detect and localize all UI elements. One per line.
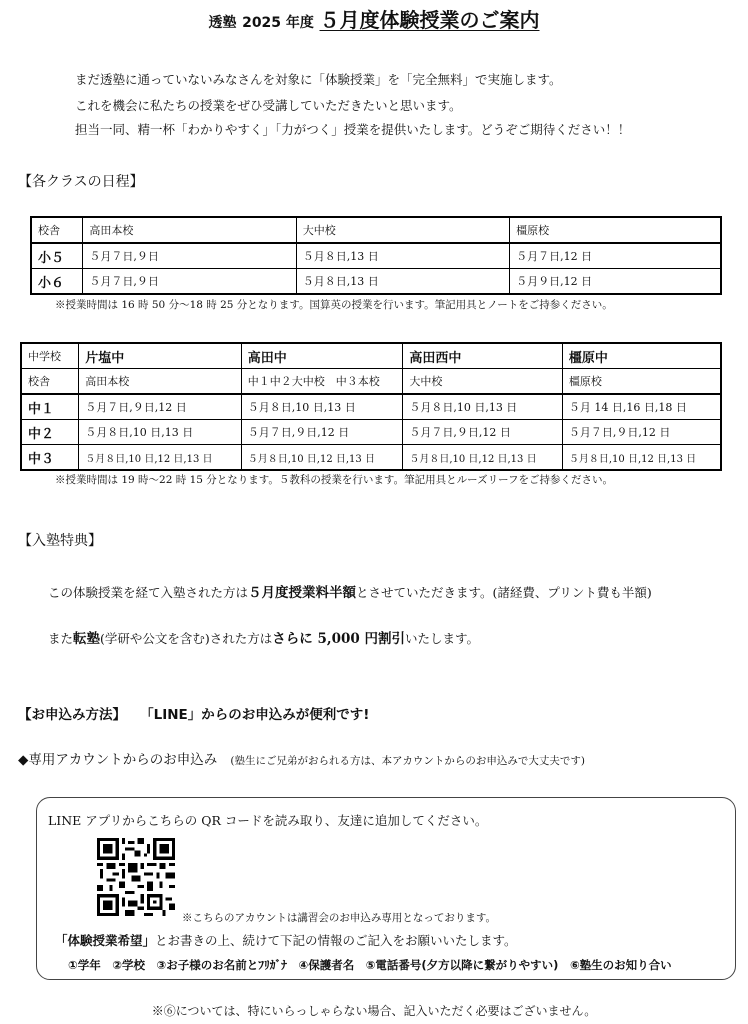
intro-line-3: 担当一同、精一杯「わかりやすく」「力がつく」授業を提供いたします。どうぞご期待ください！！	[75, 122, 631, 137]
middle-school-note: ※授業時間は 19 時～22 時 15 分となります。５教科の授業を行います。筆記用具とルーズリーフをご持参ください。	[55, 474, 614, 486]
schedule-heading: 【各クラスの日程】	[18, 174, 144, 190]
qr-account-note: ※こちらのアカウントは講習会のお申込み専用となっております。	[182, 912, 497, 924]
elementary-note: ※授業時間は 16 時 50 分～18 時 25 分となります。国算英の授業を行います。筆記用具とノートをご持参ください。	[55, 299, 613, 311]
date-cell: ５月７日,９日,12 日	[79, 394, 241, 420]
benefit-text: とさせていただきます。(諸経費、プリント費も半額)	[356, 585, 652, 600]
title-prefix: 透塾	[208, 15, 237, 31]
table-row	[21, 394, 721, 420]
date-cell: ５月 14 日,16 日,18 日	[562, 394, 721, 420]
benefit-text: (学研や公文を含む)された方は	[100, 631, 273, 646]
discount-highlight: さらに 5,000 円割引	[272, 631, 405, 647]
grade-cell: 小５	[31, 243, 83, 269]
table-row	[31, 269, 721, 295]
date-cell: ５月７日,９日,12 日	[403, 420, 563, 445]
school-name-cell: 高田西中	[403, 343, 563, 369]
school-name-cell: 橿原中	[562, 343, 721, 369]
table-header-cell: 橿原校	[510, 217, 721, 243]
benefit-heading: 【入塾特典】	[18, 533, 102, 549]
date-cell: ５月７日,９日,12 日	[241, 420, 403, 445]
date-cell: ５月８日,10 日,12 日,13 日	[241, 445, 403, 471]
table-header-cell: 大中校	[296, 217, 509, 243]
date-cell: ５月８日,13 日	[296, 269, 509, 295]
page-title	[0, 4, 748, 33]
qr-code-icon[interactable]	[97, 838, 175, 916]
campus-label-cell: 校舎	[21, 369, 79, 395]
table-header-cell: 高田本校	[83, 217, 296, 243]
date-cell: ５月７日,12 日	[510, 243, 721, 269]
transfer-highlight: 転塾	[73, 631, 101, 647]
benefit-text: また	[48, 631, 74, 646]
account-title: ◆専用アカウントからのお申込み	[18, 752, 218, 768]
title-year: 2025 年度	[242, 15, 314, 31]
campus-cell: 大中校	[403, 369, 563, 395]
date-cell: ５月８日,10 日,13 日	[241, 394, 403, 420]
request-keyword: 「体験授業希望」	[55, 933, 156, 948]
date-cell: ５月７日,９日,12 日	[562, 420, 721, 445]
table-header-cell: 中学校	[21, 343, 79, 369]
middle-school-schedule-table	[20, 342, 722, 471]
grade-cell: 中３	[21, 445, 79, 471]
date-cell: ５月８日,13 日	[296, 243, 509, 269]
date-cell: ５月８日,10 日,12 日,13 日	[562, 445, 721, 471]
line-recommend-note: 「LINE」からのお申込みが便利です!	[140, 707, 370, 723]
campus-row	[21, 369, 721, 395]
date-cell: ５月８日,10 日,12 日,13 日	[79, 445, 241, 471]
benefit-text: いたします。	[404, 631, 479, 646]
intro-line-1: まだ透塾に通っていないみなさんを対象に「体験授業」を「完全無料」で実施します。	[75, 72, 562, 87]
benefit-text: この体験授業を経て入塾された方は	[48, 585, 249, 600]
title-main: ５月度体験授業のご案内	[319, 8, 540, 32]
table-row	[21, 445, 721, 471]
footnote: ※⑥については、特にいらっしゃらない場合、記入いただく必要はございません。	[151, 1004, 597, 1018]
account-heading-line	[18, 748, 585, 768]
campus-cell: 橿原校	[562, 369, 721, 395]
table-row	[21, 420, 721, 445]
table-header-cell: 校舎	[31, 217, 83, 243]
date-cell: ５月７日,９日	[83, 243, 296, 269]
campus-cell: 中１中２大中校 中３本校	[241, 369, 403, 395]
benefit-line-1	[48, 581, 652, 601]
table-header-row	[21, 343, 721, 369]
apply-heading: 【お申込み方法】	[18, 707, 126, 723]
qr-instruction: LINE アプリからこちらの QR コードを読み取り、友達に追加してください。	[48, 813, 488, 828]
grade-cell: 中２	[21, 420, 79, 445]
account-note: (塾生にご兄弟がおられる方は、本アカウントからのお申込みで大丈夫です)	[230, 755, 585, 767]
grade-cell: 中１	[21, 394, 79, 420]
school-name-cell: 片塩中	[79, 343, 241, 369]
campus-cell: 高田本校	[79, 369, 241, 395]
intro-line-2: これを機会に私たちの授業をぜひ受講していただきたいと思います。	[75, 98, 462, 113]
required-fields-list: ①学年 ②学校 ③お子様のお名前とﾌﾘｶﾞﾅ ④保護者名 ⑤電話番号(夕方以降に繋がりやすい) ⑥塾生のお知り合い	[68, 958, 672, 972]
request-text: とお書きの上、続けて下記の情報のご記入をお願いいたします。	[155, 933, 517, 948]
table-row	[31, 243, 721, 269]
date-cell: ５月７日,９日	[83, 269, 296, 295]
half-tuition-highlight: ５月度授業料半額	[248, 585, 357, 601]
benefit-line-2	[48, 627, 479, 647]
date-cell: ５月８日,10 日,13 日	[79, 420, 241, 445]
school-name-cell: 高田中	[241, 343, 403, 369]
grade-cell: 小６	[31, 269, 83, 295]
date-cell: ５月８日,10 日,13 日	[403, 394, 563, 420]
date-cell: ５月９日,12 日	[510, 269, 721, 295]
table-header-row	[31, 217, 721, 243]
apply-heading-line	[18, 703, 369, 723]
request-instruction	[55, 931, 517, 949]
elementary-schedule-table	[30, 216, 722, 295]
date-cell: ５月８日,10 日,12 日,13 日	[403, 445, 563, 471]
